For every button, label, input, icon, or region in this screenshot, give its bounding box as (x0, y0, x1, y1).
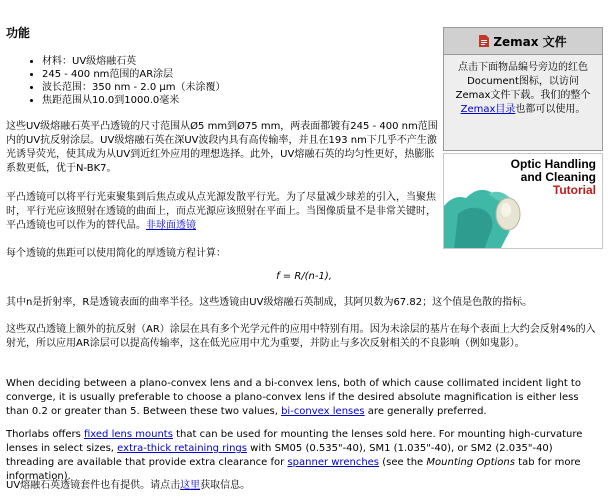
plano-convex-paragraph (6, 191, 438, 233)
fixed-lens-mounts-link[interactable]: fixed lens mounts (84, 429, 173, 440)
feature-item: • 焦距范围从10.0到1000.0毫米 (42, 94, 438, 107)
mounting-options-tab-ref: Mounting Options (426, 457, 515, 468)
tutorial-title: Optic Handling and Cleaning Tutorial (510, 157, 596, 197)
optic-handling-tutorial-banner[interactable] (443, 153, 603, 249)
refractive-index-paragraph: 其中n是折射率，R是透镜表面的曲率半径。这些透镜由UV级熔融石英制成，其阿贝数为67.82；这个值是色散的指标。 (6, 297, 533, 308)
feature-list (6, 55, 438, 107)
section-heading: 功能 (6, 26, 31, 40)
document-icon (479, 35, 489, 47)
paragraph-text: 平凸透镜可以将平行光束聚集到后焦点或从点光源发散平行光。为了尽量减少球差的引入，当聚焦时，平行光应该照射在透镜的曲面上，而点光源应该照射在平面上。当图像质量不是非常关键时，平凸透镜也可以作为的替代品。 (6, 192, 436, 231)
spanner-wrenches-link[interactable]: spanner wrenches (287, 457, 380, 468)
zemax-description: 点击下面物品编号旁边的红色Document图标，以访问Zemax文件下载。我们的整个Zemax目录也都可以使用。 (455, 62, 591, 115)
biconvex-paragraph: When deciding between a plano-convex lens and a bi-convex lens, both of which cause collimated incident light to converge, it is usually preferable to choose a plano-convex lens if the desired absolute magnification is either less than 0.2 or greater than 5. Between these two values, bi-convex lenses are generally preferred. (6, 378, 581, 417)
feature-item: • 波长范围：350 nm - 2.0 µm（未涂覆） (42, 81, 438, 94)
feature-item: • 245 - 400 nm范围的AR涂层 (42, 68, 438, 81)
retaining-rings-link[interactable]: extra-thick retaining rings (117, 443, 247, 454)
zemax-title: Zemax 文件 (493, 34, 567, 49)
feature-item: • 材料：UV级熔融石英 (42, 55, 438, 68)
lens-equation: f = R/(n-1), (276, 271, 332, 282)
description-paragraph: 这些UV级熔融石英平凸透镜的尺寸范围从Ø5 mm到Ø75 mm，两表面都镀有245 - 400 nm范围内的UV抗反射涂层。UV级熔融石英在深UV波段内具有高传输率，并且在193 nm下几乎不产生激光诱导荧光，使其成为从UV到近红外应用的理想选择。此外，UV熔融石英的均匀性更好，热膨胀系数更低，优于N-BK7。 (6, 121, 438, 174)
kit-here-link[interactable]: 这里 (180, 480, 201, 491)
zemax-files-box (443, 27, 603, 151)
feature-list-container (6, 55, 438, 107)
kit-paragraph: UV熔融石英透镜套件也有提供。请点击这里获取信息。 (6, 480, 251, 491)
zemax-header (444, 28, 602, 55)
bi-convex-lenses-link[interactable]: bi-convex lenses (281, 406, 365, 417)
aspheric-lens-link[interactable]: 非球面透镜 (146, 220, 196, 231)
zemax-catalog-link[interactable]: Zemax目录 (460, 104, 516, 115)
mounts-paragraph: Thorlabs offers fixed lens mounts that can be used for mounting the lenses sold here. For mounting high-curvature lenses in select sizes, extra-thick retaining rings with SM05 (0.535"-40), SM1 (1.035"-40), or SM2 (2.035"-40) threading are available that provide extra clearance for spanner wrenches (see the Mounting Options tab for more information). (6, 429, 583, 482)
ar-coating-paragraph: 这些双凸透镜上额外的抗反射（AR）涂层在具有多个光学元件的应用中特别有用。因为未涂层的基片在每个表面上大约会反射4%的入射光，所以应用AR涂层可以提高传输率，这在低光应用中尤为重要，并防止与多次反射相关的不良影响（例如鬼影）。 (6, 324, 596, 349)
focal-length-intro: 每个透镜的焦距可以使用简化的厚透镜方程计算： (6, 248, 226, 259)
